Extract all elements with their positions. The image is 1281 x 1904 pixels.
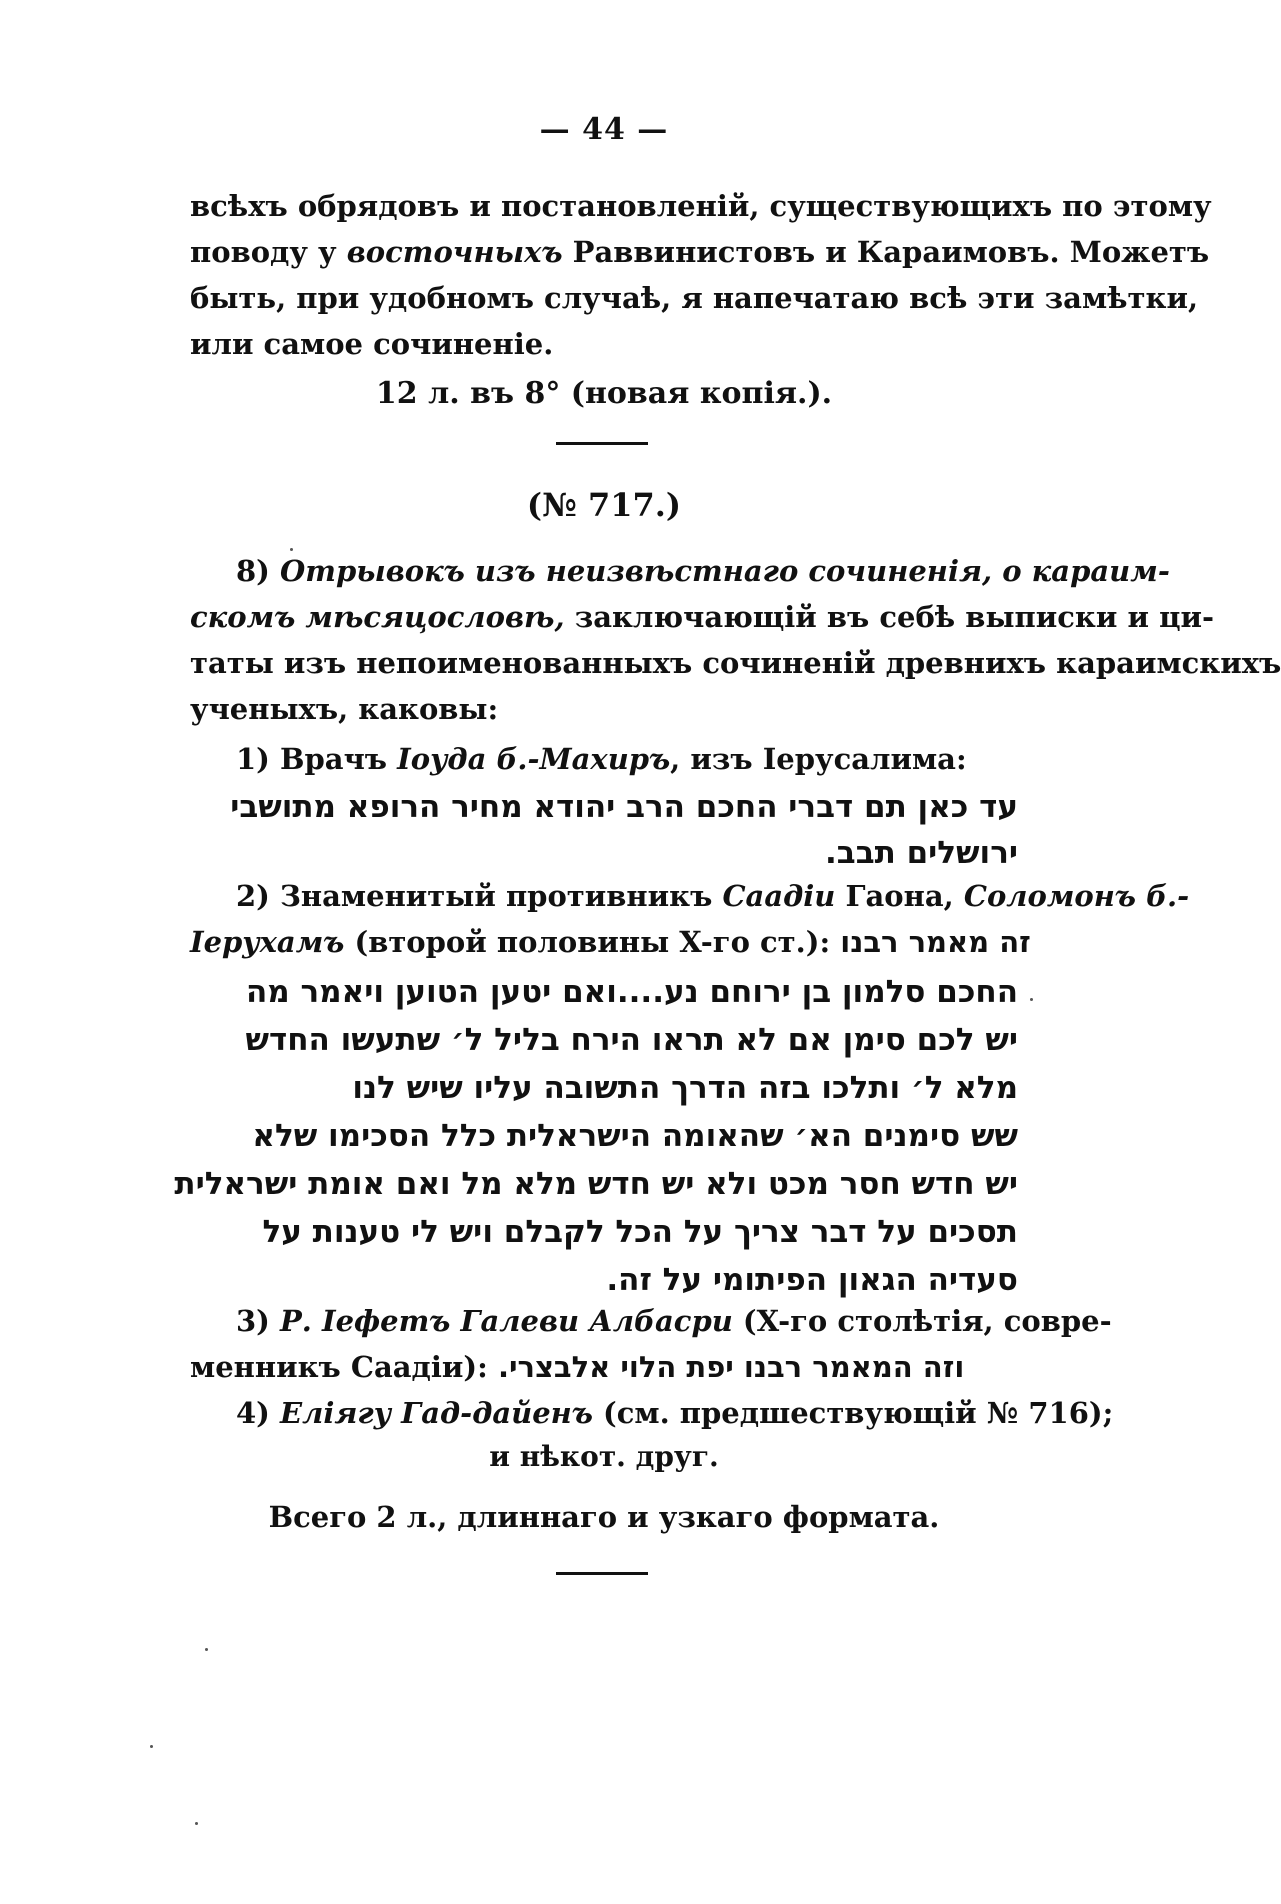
item-2-line-1-a: 2) Знаменитый противникъ bbox=[236, 879, 723, 913]
item-1-hebrew bbox=[190, 784, 1018, 876]
item-3-name: Р. Іефетъ Галеви Албасри bbox=[280, 1304, 733, 1338]
item-3-line-1-rest: (X-го столѣтія, совре- bbox=[732, 1304, 1112, 1338]
item-2 bbox=[190, 873, 1190, 965]
item-1-line bbox=[190, 736, 1018, 782]
page-number: — 44 — bbox=[539, 112, 669, 147]
item-8-title-2: скомъ мѣсяцословѣ, bbox=[190, 600, 565, 634]
item-4-line bbox=[190, 1390, 1114, 1436]
intro-paragraph bbox=[190, 183, 1212, 367]
item-2-hebrew-line: יש חדש חסר מכט ולא יש חדש מלא מל ואם אומת ישראלית bbox=[174, 1166, 1018, 1202]
item-8-line-3: таты изъ непоименованныхъ сочиненій древнихъ караимскихъ bbox=[190, 646, 1281, 680]
item-8-line-1 bbox=[190, 548, 1170, 594]
item-4-name: Еліягу Гад-дайенъ bbox=[280, 1396, 593, 1430]
item-3-number: 3) bbox=[236, 1304, 280, 1338]
item-2-hebrew-line: שש סימנים הא׳ שהאומה הישראלית כלל הסכימו שלא bbox=[252, 1118, 1018, 1154]
paper-speck bbox=[150, 1745, 153, 1748]
intro-line-2 bbox=[190, 229, 1210, 275]
divider-rule bbox=[556, 442, 648, 445]
others-note: и нѣкот. друг. bbox=[489, 1440, 719, 1473]
item-1-number: 1) bbox=[236, 742, 280, 776]
item-2-line-1 bbox=[190, 873, 1190, 919]
intro-line-2-end: Раввинистовъ и Караимовъ. Можетъ bbox=[562, 235, 1210, 269]
intro-line-1: всѣхъ обрядовъ и постановленій, существующихъ по этому bbox=[190, 189, 1212, 223]
item-3-line-1 bbox=[190, 1298, 1112, 1344]
item-4-rest: (см. предшествующій № 716); bbox=[592, 1396, 1114, 1430]
item-3-line-2 bbox=[190, 1344, 1018, 1390]
intro-line-2-start: поводу у bbox=[190, 235, 347, 269]
item-2-hebrew-line: תסכים על דבר צריך על הכל לקבלם ויש לי טענות על bbox=[262, 1214, 1018, 1250]
item-1-hebrew-line-2: ירושלים תבב. bbox=[825, 835, 1018, 871]
item-1 bbox=[190, 736, 1018, 782]
item-8-line-4: ученыхъ, каковы: bbox=[190, 692, 499, 726]
item-2-line-2-hebrew: זה מאמר רבנו bbox=[840, 925, 1031, 959]
closing-rule bbox=[556, 1572, 648, 1575]
item-4 bbox=[190, 1390, 1114, 1436]
size-note: 12 л. въ 8° (новая копія.). bbox=[375, 376, 833, 411]
item-2-hebrew-line: יש לכם סימן אם לא תראו הירח בליל ל׳ שתעשו החדש bbox=[245, 1022, 1018, 1058]
intro-line-4: или самое сочиненіе. bbox=[190, 327, 554, 361]
item-4-number: 4) bbox=[236, 1396, 280, 1430]
item-2-line-2 bbox=[190, 919, 1031, 965]
item-8-title-1: Отрывокъ изъ неизвѣстнаго сочиненія, о караим- bbox=[280, 554, 1170, 588]
entry-number: (№ 717.) bbox=[526, 486, 682, 524]
item-8-line-2-rest: заключающій въ себѣ выписки и ци- bbox=[564, 600, 1215, 634]
item-2-saadia: Саадіи bbox=[722, 879, 836, 913]
item-1-label: Врачъ bbox=[280, 742, 398, 776]
item-1-name: Іоуда б.-Махиръ bbox=[397, 742, 671, 776]
item-1-hebrew-line-1: עד כאן תם דברי החכם הרב יהודא מחיר הרופא מתושבי bbox=[230, 789, 1018, 825]
item-3-line-2-a: менникъ Саадіи): bbox=[190, 1350, 498, 1384]
intro-line-2-italic: восточныхъ bbox=[346, 235, 563, 269]
item-2-hebrew-line: סעדיה הגאון הפיתומי על זה. bbox=[606, 1262, 1018, 1298]
item-2-hebrew-line: מלא ל׳ ותלכו בזה הדרך התשובה עליו שיש לנו bbox=[352, 1070, 1018, 1106]
document-page bbox=[174, 0, 1281, 1904]
item-2-line-1-c: Гаона, bbox=[835, 879, 964, 913]
item-2-line-2-b: (второй половины X-го ст.): bbox=[344, 925, 841, 959]
item-2-hebrew-block bbox=[174, 968, 1018, 1304]
paper-speck bbox=[1030, 998, 1033, 1001]
item-1-rest: , изъ Іерусалима: bbox=[670, 742, 967, 776]
total-note: Всего 2 л., длиннаго и узкаго формата. bbox=[268, 1500, 940, 1534]
item-8-line-2 bbox=[190, 594, 1215, 640]
item-2-jeroham: Іерухамъ bbox=[190, 925, 345, 959]
intro-line-3: быть, при удобномъ случаѣ, я напечатаю всѣ эти замѣтки, bbox=[190, 281, 1199, 315]
paper-speck bbox=[290, 548, 293, 551]
item-8-number: 8) bbox=[236, 554, 280, 588]
item-2-solomon: Соломонъ б.- bbox=[963, 879, 1190, 913]
paper-speck bbox=[195, 1822, 198, 1825]
item-8-description bbox=[190, 548, 1281, 732]
paper-speck bbox=[205, 1648, 208, 1651]
item-3 bbox=[190, 1298, 1112, 1390]
item-2-hebrew-line: החכם סלמון בן ירוחם נע....ואם יטען הטוען ויאמר מה bbox=[246, 974, 1018, 1010]
item-3-hebrew: וזה המאמר רבנו יפת הלוי אלבצרי. bbox=[497, 1350, 965, 1384]
